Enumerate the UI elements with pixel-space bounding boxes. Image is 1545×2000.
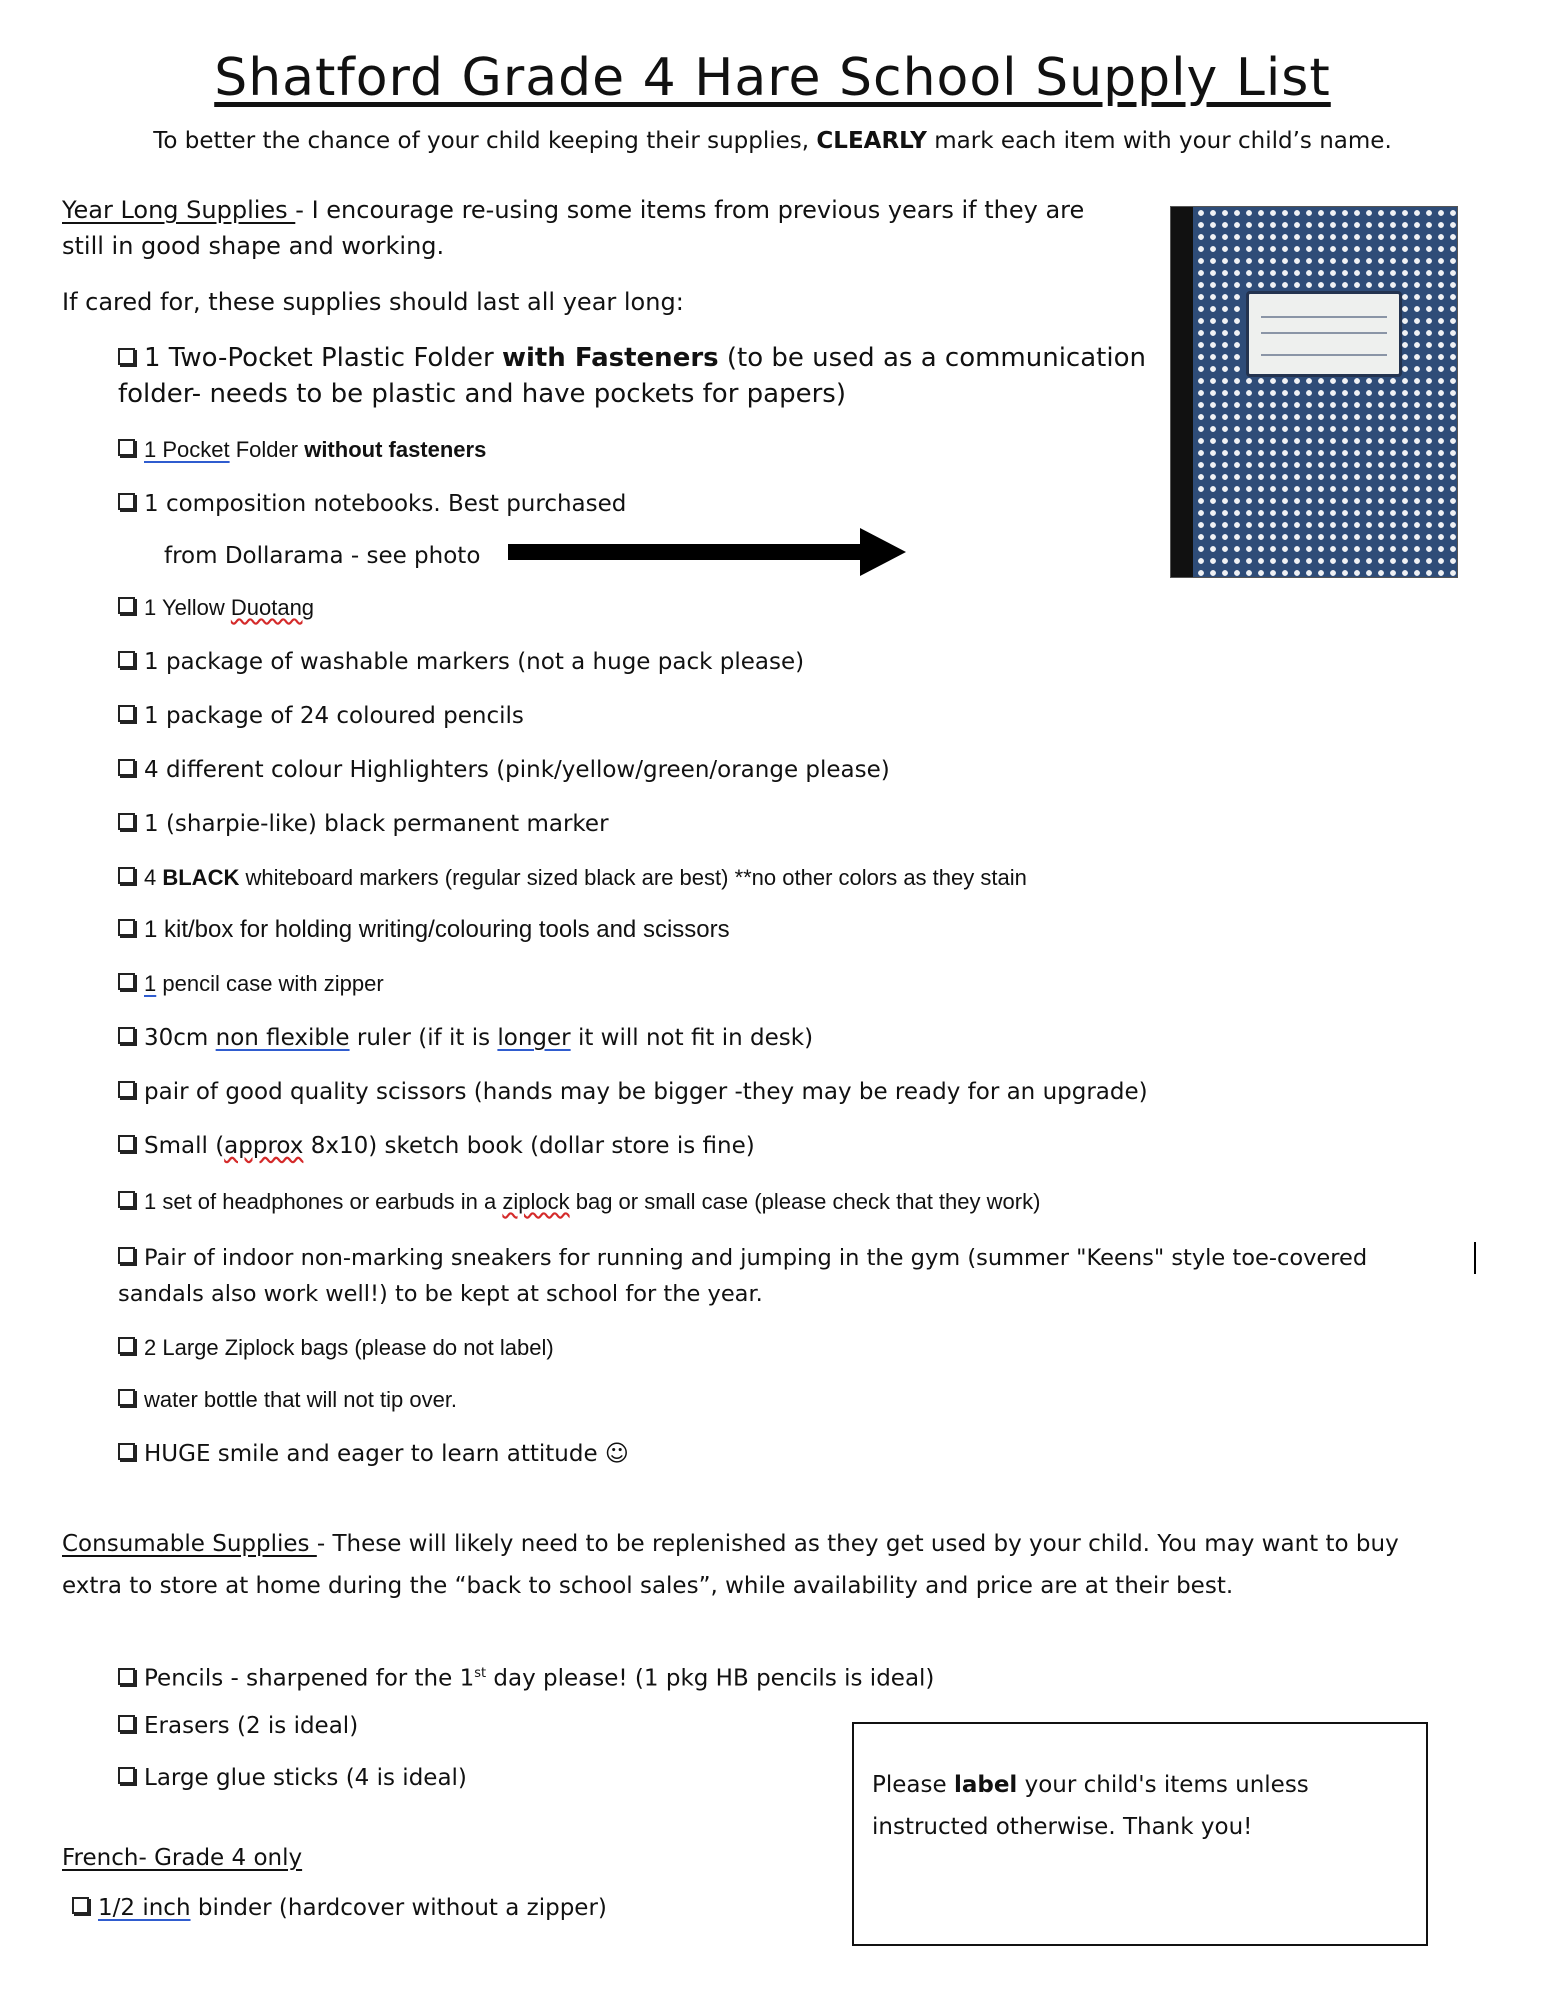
list-item: 4 different colour Highlighters (pink/yellow/green/orange please) [118,752,890,788]
checkbox-icon[interactable] [118,493,135,510]
checkbox-icon[interactable] [118,1247,135,1264]
list-item: 1 package of washable markers (not a huge pack please) [118,644,804,680]
list-item: 1 kit/box for holding writing/colouring tools and scissors [118,912,730,948]
list-item: Erasers (2 is ideal) [118,1708,358,1744]
page-title: Shatford Grade 4 Hare School Supply List [214,48,1331,108]
label-note-text: Please label your child's items unless instructed otherwise. Thank you! [872,1772,1309,1840]
list-item: 1 pencil case with zipper [118,966,384,1002]
checkbox-icon[interactable] [118,1715,135,1732]
checkbox-icon[interactable] [118,1027,135,1044]
checkbox-icon[interactable] [118,1443,135,1460]
list-item: Pair of indoor non-marking sneakers for running and jumping in the gym (summer "Keens" style toe-covered [118,1240,1367,1276]
list-item: 1 Yellow Duotang [118,590,314,626]
label-note-box [852,1722,1428,1946]
list-item: 2 Large Ziplock bags (please do not label) [118,1330,554,1366]
list-item: 4 BLACK whiteboard markers (regular sized black are best) **no other colors as they stain [118,860,1027,896]
consumable-desc-line2: extra to store at home during the “back to school sales”, while availability and price are at their best. [62,1573,1234,1599]
checkbox-icon[interactable] [118,1191,135,1208]
list-item: water bottle that will not tip over. [118,1382,457,1418]
checkbox-icon[interactable] [118,919,135,936]
list-item: 1 package of 24 coloured pencils [118,698,524,734]
cared-for-text: If cared for, these supplies should last all year long: [62,288,684,316]
checkbox-icon[interactable] [118,867,135,884]
list-item: Pencils - sharpened for the 1st day please! (1 pkg HB pencils is ideal) [118,1656,934,1697]
intro-text: To better the chance of your child keeping their supplies, CLEARLY mark each item with your child’s name. [153,128,1392,154]
checkbox-icon[interactable] [118,705,135,722]
checkbox-icon[interactable] [118,1135,135,1152]
consumable-heading: Consumable Supplies [62,1531,317,1557]
checkbox-icon[interactable] [118,1081,135,1098]
list-item: 1/2 inch binder (hardcover without a zipper) [72,1890,607,1926]
list-item: Large glue sticks (4 is ideal) [118,1760,467,1796]
year-long-desc-line2: still in good shape and working. [62,232,445,260]
checkbox-icon[interactable] [118,813,135,830]
checkbox-icon[interactable] [118,348,135,365]
checkbox-icon[interactable] [118,651,135,668]
list-item: 1 composition notebooks. Best purchased [118,486,626,522]
list-item: 1 Pocket Folder without fasteners [118,432,486,468]
list-item: HUGE smile and eager to learn attitude ☺ [118,1436,629,1472]
checkbox-icon[interactable] [118,1767,135,1784]
consumable-desc: Consumable Supplies - These will likely need to be replenished as they get used by your child. You may want to buy [62,1531,1399,1557]
year-long-heading: Year Long Supplies [62,196,296,224]
checkbox-icon[interactable] [118,439,135,456]
text-cursor [1474,1242,1476,1274]
list-item-continued: sandals also work well!) to be kept at school for the year. [118,1281,763,1307]
checkbox-icon[interactable] [118,1668,135,1685]
list-item: 1 Two-Pocket Plastic Folder with Fasteners (to be used as a communication [118,340,1146,376]
list-item: 1 (sharpie-like) black permanent marker [118,806,609,842]
checkbox-icon[interactable] [72,1897,89,1914]
list-item: Small (approx 8x10) sketch book (dollar store is fine) [118,1128,755,1164]
list-item-continued: folder- needs to be plastic and have pockets for papers) [118,379,846,409]
right-arrow-icon [508,528,908,576]
list-item: pair of good quality scissors (hands may be bigger -they may be ready for an upgrade) [118,1074,1148,1110]
composition-notebook-photo [1170,206,1458,578]
checkbox-icon[interactable] [118,973,135,990]
year-long-desc: Year Long Supplies - I encourage re-using some items from previous years if they are [62,196,1085,224]
checkbox-icon[interactable] [118,1389,135,1406]
french-heading: French- Grade 4 only [62,1845,303,1871]
list-item: 1 set of headphones or earbuds in a ziplock bag or small case (please check that they work) [118,1184,1040,1220]
list-item: 30cm non flexible ruler (if it is longer it will not fit in desk) [118,1020,813,1056]
checkbox-icon[interactable] [118,597,135,614]
list-item-continued: from Dollarama - see photo [164,543,481,569]
checkbox-icon[interactable] [118,759,135,776]
checkbox-icon[interactable] [118,1337,135,1354]
